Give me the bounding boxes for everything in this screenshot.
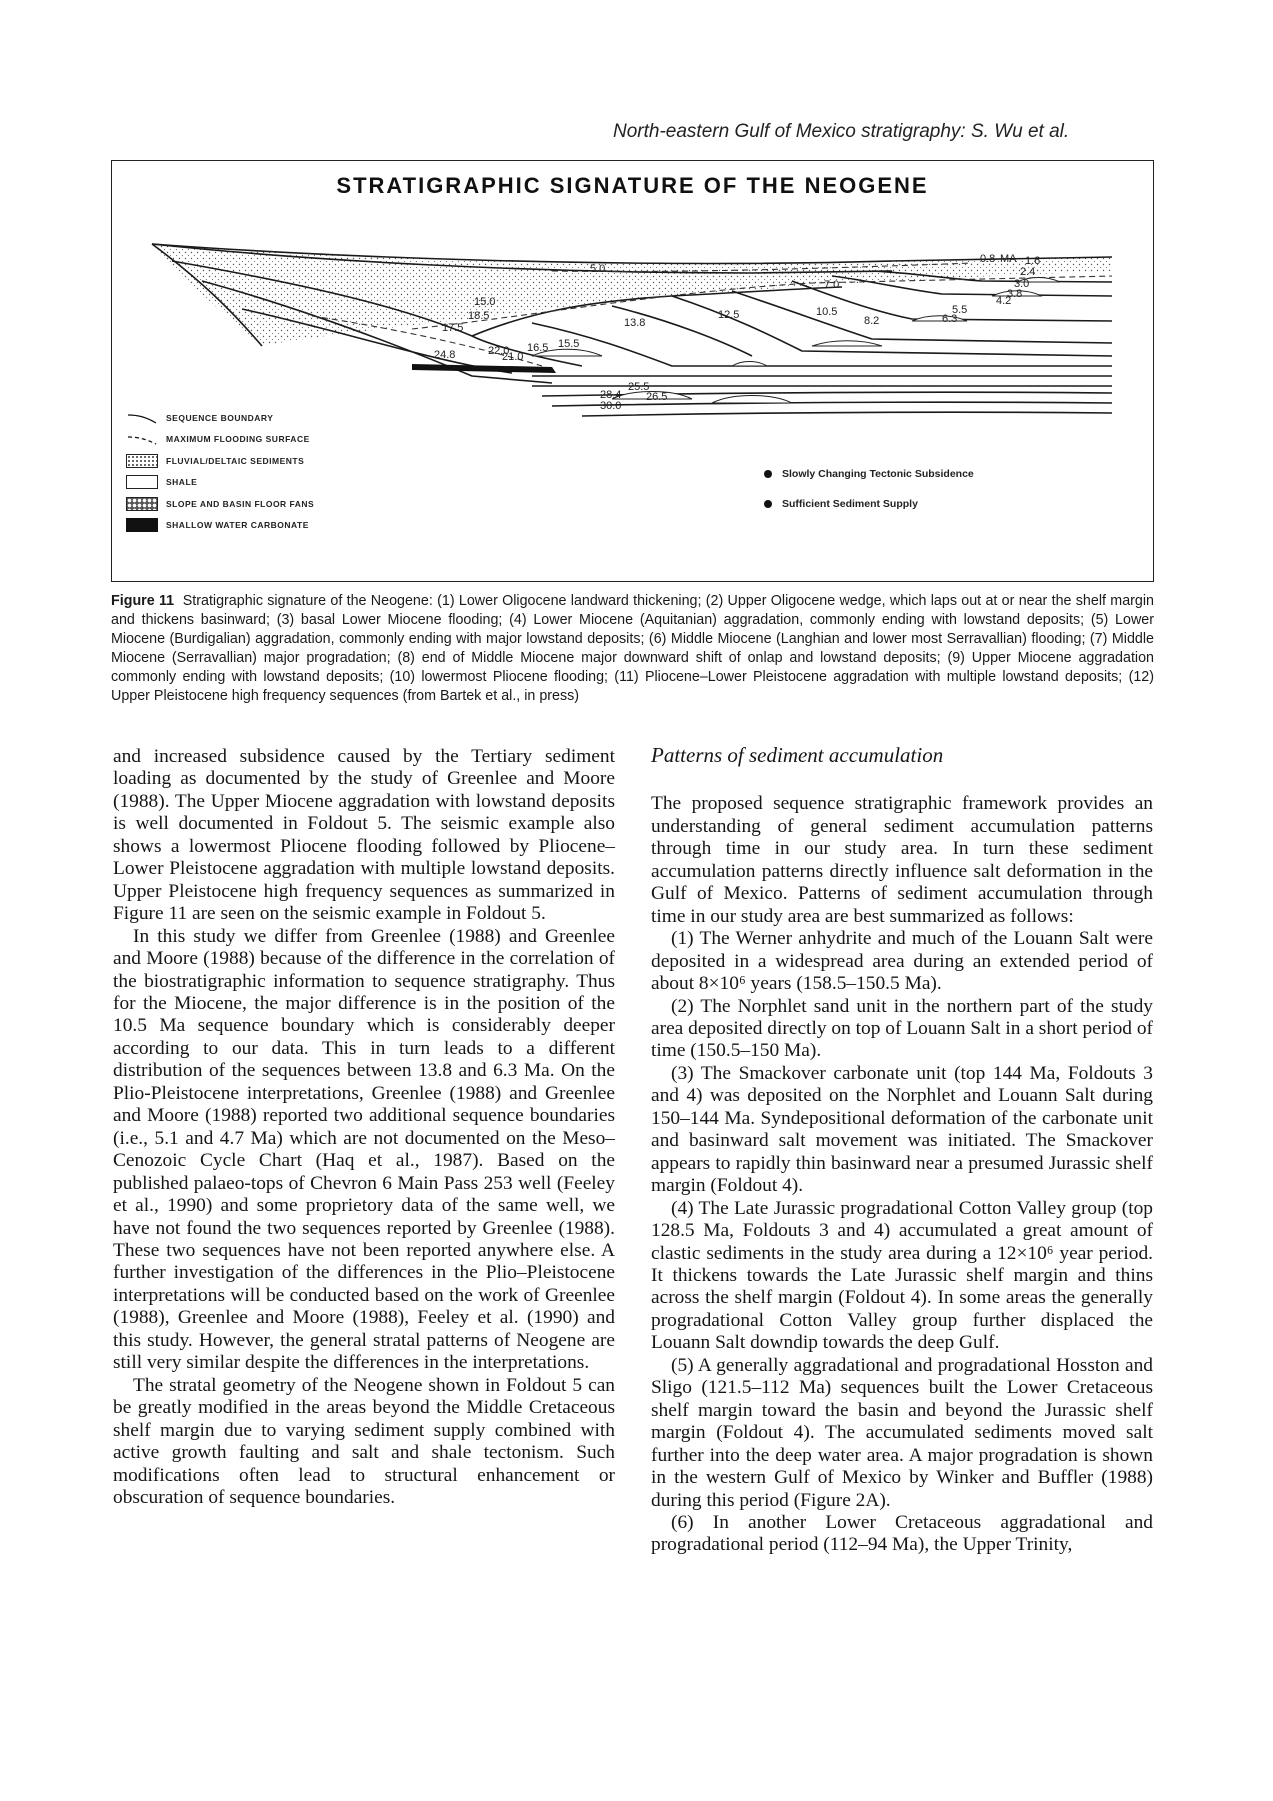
legend-item-fluvial-deltaic [126,450,386,471]
legend-label: MAXIMUM FLOODING SURFACE [166,434,310,444]
stippled-box-icon [126,454,158,468]
bullet-icon [764,470,772,478]
age-label: 1.6 [1025,255,1041,267]
figure-title: STRATIGRAPHIC SIGNATURE OF THE NEOGENE [336,173,929,198]
age-label: 5.5 [952,304,968,316]
right-column [651,744,1153,1557]
age-label: 15.0 [474,296,496,308]
legend-item-shallow-carbonate [126,515,386,536]
sequence-boundary-icon [126,411,158,425]
body-paragraph: (2) The Norphlet sand unit in the northern part of the study area deposited directly on top of Louann Salt in a short period of time (150.5–150 Ma). [651,995,1153,1062]
age-label: 30.0 [600,400,622,412]
body-paragraph: (5) A generally aggradational and progradational Hosston and Sligo (121.5–112 Ma) sequences built the Lower Cretaceous shelf margin toward the basin and beyond the Jurassic shelf margin (Foldout 4). The accumulated sediments moved salt further into the deep water area. A major progradation is shown in the western Gulf of Mexico by Winker and Buffler (1988) during this period (Figure 2A). [651,1354,1153,1511]
age-label: 5.0 [590,263,606,275]
age-label: 15.5 [558,338,580,350]
figure-legend [126,407,386,536]
age-label: 7.0 [824,279,840,291]
body-paragraph: The proposed sequence stratigraphic framework provides an understanding of general sediment accumulation patterns through time in our study area. In turn these sediment accumulation patterns directly influence salt deformation in the Gulf of Mexico. Patterns of sediment accumulation through time in our study area are best summarized as follows: [651,793,1153,927]
figure-caption [111,592,1154,706]
age-label: 2.4 [1020,266,1036,278]
body-paragraph: (3) The Smackover carbonate unit (top 144 Ma, Foldouts 3 and 4) was deposited on the Norphlet and Louann Salt during 150–144 Ma. Syndepositional deformation of the carbonate unit and basinward salt movement was initiated. The Smackover appears to rapidly thin basinward near a presumed Jurassic shelf margin (Foldout 4). [651,1062,1153,1197]
age-label: 6.3 [942,313,958,325]
age-label: 18.5 [468,310,490,322]
bullet-text: Slowly Changing Tectonic Subsidence [782,468,974,480]
age-label: 12.5 [718,309,740,321]
age-label: 16.5 [527,342,549,354]
age-label: 3.8 [1007,288,1023,300]
age-label: 13.8 [624,317,646,329]
age-label: 28.4 [600,389,622,401]
legend-label: SEQUENCE BOUNDARY [166,412,274,423]
legend-label: SLOPE AND BASIN FLOOR FANS [166,498,315,509]
left-column [113,746,615,1509]
age-label: 21.0 [502,351,524,363]
bullet-item [764,459,1144,489]
legend-item-slope-fans [126,493,386,514]
blank-box-icon [126,475,158,489]
age-label: 0.8 [980,253,996,265]
age-label: 24.8 [434,349,456,361]
age-label: 22.0 [488,345,510,357]
bullet-text: Sufficient Sediment Supply [782,498,918,510]
age-label: 4.2 [996,295,1012,307]
bullet-icon [764,500,772,508]
legend-label: SHALE [166,477,198,487]
legend-label: SHALLOW WATER CARBONATE [166,520,309,530]
legend-item-sequence-boundary [126,407,386,428]
section-title: Patterns of sediment accumulation [651,743,944,767]
age-label: 8.2 [864,315,880,327]
legend-item-shale [126,472,386,493]
body-paragraph: (1) The Werner anhydrite and much of the Louann Salt were deposited in a widespread area during an extended period of about 8×10⁶ years (158.5–150.5 Ma). [651,928,1153,995]
caption-text: Stratigraphic signature of the Neogene: (1) Lower Oligocene landward thickening; (2) Upper Oligocene wedge, which laps out at or near the shelf margin and thickens basinward; (3) basal Lower Miocene flooding; (4) Lower Miocene (Aquitanian) aggradation, commonly ending with lowstand deposits; (5) Lower Miocene (Burdigalian) aggradation, commonly ending with major lowstand deposits; (6) Middle Miocene (Langhian and lower most Serravallian) flooding; (7) Middle Miocene (Serravallian) major progradation; (8) end of Middle Miocene major downward shift of onlap and lowstand deposits; (9) Upper Miocene aggradation commonly ending with lowstand deposits; (10) lowermost Pliocene flooding; (11) Pliocene–Lower Pleistocene aggradation with multiple lowstand deposits; (12) Upper Pleistocene high frequency sequences (from Bartek et al., in press) [111,593,1154,704]
body-paragraph: (6) In another Lower Cretaceous aggradational and progradational period (112–94 Ma), the Upper Trinity, [651,1511,1153,1556]
age-label: 26.5 [646,391,668,403]
bullet-item [764,489,1144,519]
legend-label: FLUVIAL/DELTAIC SEDIMENTS [166,455,305,466]
running-head: North-eastern Gulf of Mexico stratigraphy: S. Wu et al. [613,121,1070,142]
black-box-icon [126,518,158,532]
body-paragraph: and increased subsidence caused by the Tertiary sediment loading as documented by the study of Greenlee and Moore (1988). The Upper Miocene aggradation with lowstand deposits is well documented in Foldout 5. The seismic example also shows a lowermost Pliocene flooding followed by Pliocene–Lower Pleistocene aggradation with multiple lowstand deposits. Upper Pleistocene high frequency sequences as summarized in Figure 11 are seen on the seismic example in Foldout 5. [113,746,615,925]
age-label: 25.5 [628,381,650,393]
figure-bullets [764,459,1144,519]
body-paragraph: The stratal geometry of the Neogene shown in Foldout 5 can be greatly modified in the areas beyond the Middle Cretaceous shelf margin due to varying sediment supply combined with active growth faulting and salt and shale tectonism. Such modifications often lead to structural enhancement or obscuration of sequence boundaries. [113,1374,615,1508]
figure-11 [111,160,1154,582]
age-label: 10.5 [816,306,838,318]
age-label: MA [1000,253,1017,265]
age-label: 3.0 [1014,278,1030,290]
age-label: 17.5 [442,322,464,334]
dashed-line-icon [126,432,158,446]
body-paragraph: In this study we differ from Greenlee (1988) and Greenlee and Moore (1988) because of the difference in the correlation of the biostratigraphic information to sequence stratigraphy. Thus for the Miocene, the major difference is in the position of the 10.5 Ma sequence boundary which is considerably deeper according to our data. This in turn leads to a different distribution of the sequences between 13.8 and 6.3 Ma. On the Plio-Pleistocene interpretations, Greenlee (1988) and Greenlee and Moore (1988) reported two additional sequence boundaries (i.e., 5.1 and 4.7 Ma) which are not documented on the Meso–Cenozoic Cycle Chart (Haq et al., 1987). Based on the published palaeo-tops of Chevron 6 Main Pass 253 well (Feeley et al., 1990) and some proprietory data of the same well, we have not found the two sequences reported by Greenlee (1988). These two sequences have not been reported anywhere else. A further investigation of the differences in the Plio–Pleistocene interpretations will be conducted based on the work of Greenlee (1988), Greenlee and Moore (1988), Feeley et al. (1990) and this study. However, the general stratal patterns of Neogene are still very similar despite the differences in the interpretations. [113,925,615,1374]
legend-item-maximum-flooding-surface [126,429,386,450]
body-paragraph: (4) The Late Jurassic progradational Cotton Valley group (top 128.5 Ma, Foldouts 3 and 4) accumulated a great amount of clastic sediments in the study area during a 12×10⁶ year period. It thickens towards the Late Jurassic shelf margin and thins across the shelf margin (Foldout 4). In some areas the generally progradational Cotton Valley group further displaced the Louann Salt downdip towards the deep Gulf. [651,1197,1153,1354]
caption-label: Figure 11 [111,593,175,609]
fans-box-icon [126,497,158,511]
